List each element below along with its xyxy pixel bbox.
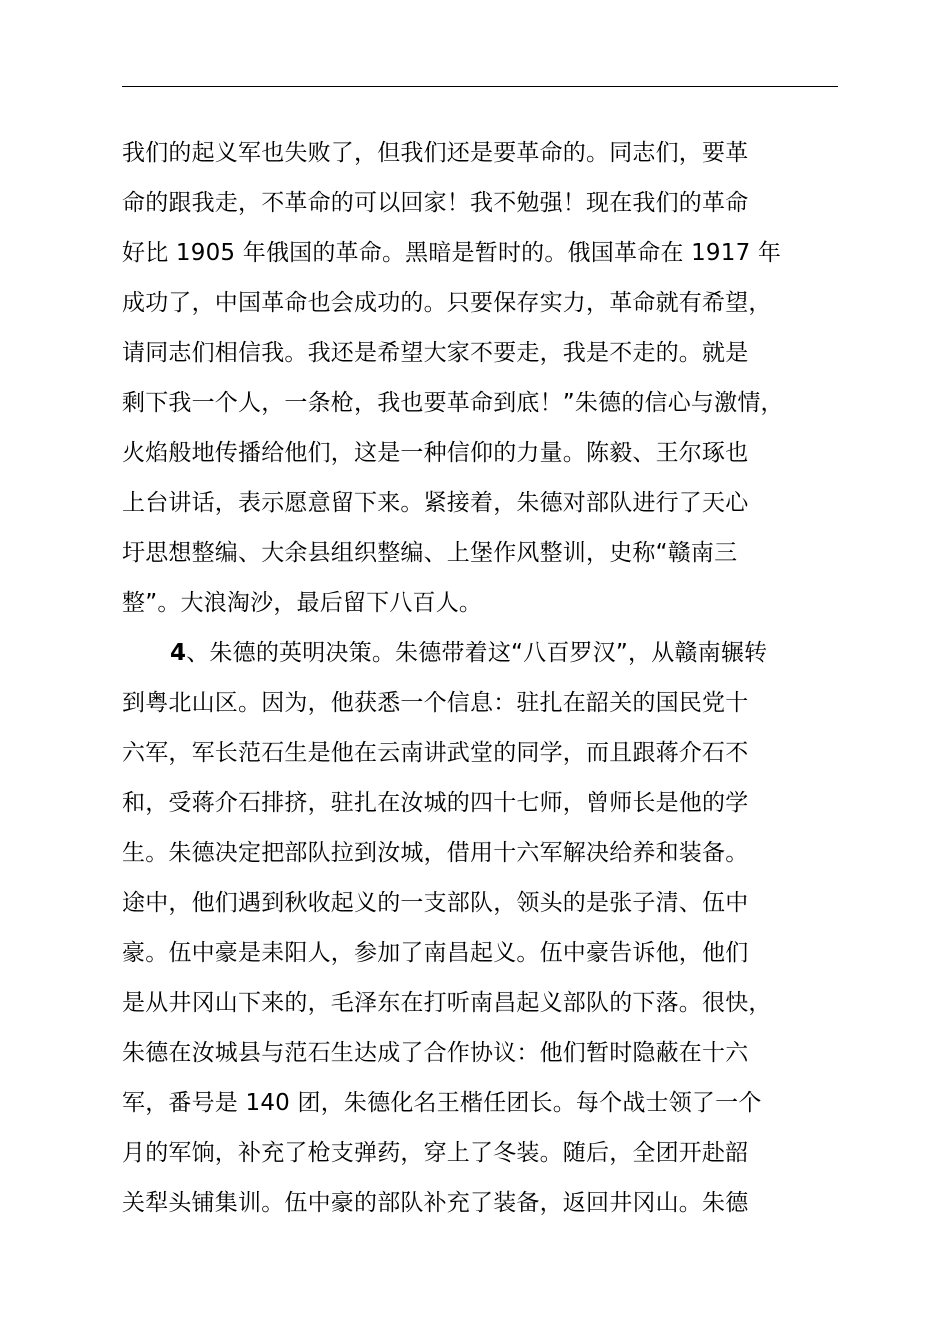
text-line: 请同志们相信我。我还是希望大家不要走，我是不走的。就是 xyxy=(122,340,749,366)
text-line: 生。朱德决定把部队拉到汝城，借用十六军解决给养和装备。 xyxy=(122,840,749,866)
text-line: 和，受蒋介石排挤，驻扎在汝城的四十七师，曾师长是他的学 xyxy=(122,790,749,816)
text-line: 圩思想整编、大余县组织整编、上堡作风整训，史称“赣南三 xyxy=(122,540,738,566)
text-line: 火焰般地传播给他们，这是一种信仰的力量。陈毅、王尔琢也 xyxy=(122,440,749,466)
text-line: 月的军饷，补充了枪支弹药，穿上了冬装。随后，全团开赴韶 xyxy=(122,1140,749,1166)
text-line: 成功了，中国革命也会成功的。只要保存实力，革命就有希望， xyxy=(122,290,772,316)
header-rule xyxy=(122,86,838,87)
section-heading-text: 、朱德的英明决策。朱德带着这“八百罗汉”，从赣南辗转 xyxy=(186,640,768,666)
section-heading-line xyxy=(122,628,842,678)
text-line: 到粤北山区。因为，他获悉一个信息：驻扎在韶关的国民党十 xyxy=(122,690,749,716)
text-line: 命的跟我走，不革命的可以回家！我不勉强！现在我们的革命 xyxy=(122,190,749,216)
text-line: 途中，他们遇到秋收起义的一支部队，领头的是张子清、伍中 xyxy=(122,890,749,916)
text-line: 朱德在汝城县与范石生达成了合作协议：他们暂时隐蔽在十六 xyxy=(122,1040,749,1066)
text-line: 剩下我一个人，一条枪，我也要革命到底！”朱德的信心与激情， xyxy=(122,390,784,416)
document-body xyxy=(122,128,842,1228)
text-line: 是从井冈山下来的，毛泽东在打听南昌起义部队的下落。很快， xyxy=(122,990,772,1016)
text-line: 六军，军长范石生是他在云南讲武堂的同学，而且跟蒋介石不 xyxy=(122,740,749,766)
text-line: 豪。伍中豪是耒阳人，参加了南昌起义。伍中豪告诉他，他们 xyxy=(122,940,749,966)
text-line: 上台讲话，表示愿意留下来。紧接着，朱德对部队进行了天心 xyxy=(122,490,749,516)
text-line: 军，番号是 140 团，朱德化名王楷任团长。每个战士领了一个 xyxy=(122,1090,762,1116)
text-line: 关犁头铺集训。伍中豪的部队补充了装备，返回井冈山。朱德 xyxy=(122,1190,749,1216)
text-line: 好比 1905 年俄国的革命。黑暗是暂时的。俄国革命在 1917 年 xyxy=(122,240,782,266)
section-number: 4 xyxy=(170,640,187,666)
text-line: 整”。大浪淘沙，最后留下八百人。 xyxy=(122,590,483,616)
text-line: 我们的起义军也失败了，但我们还是要革命的。同志们，要革 xyxy=(122,140,749,166)
